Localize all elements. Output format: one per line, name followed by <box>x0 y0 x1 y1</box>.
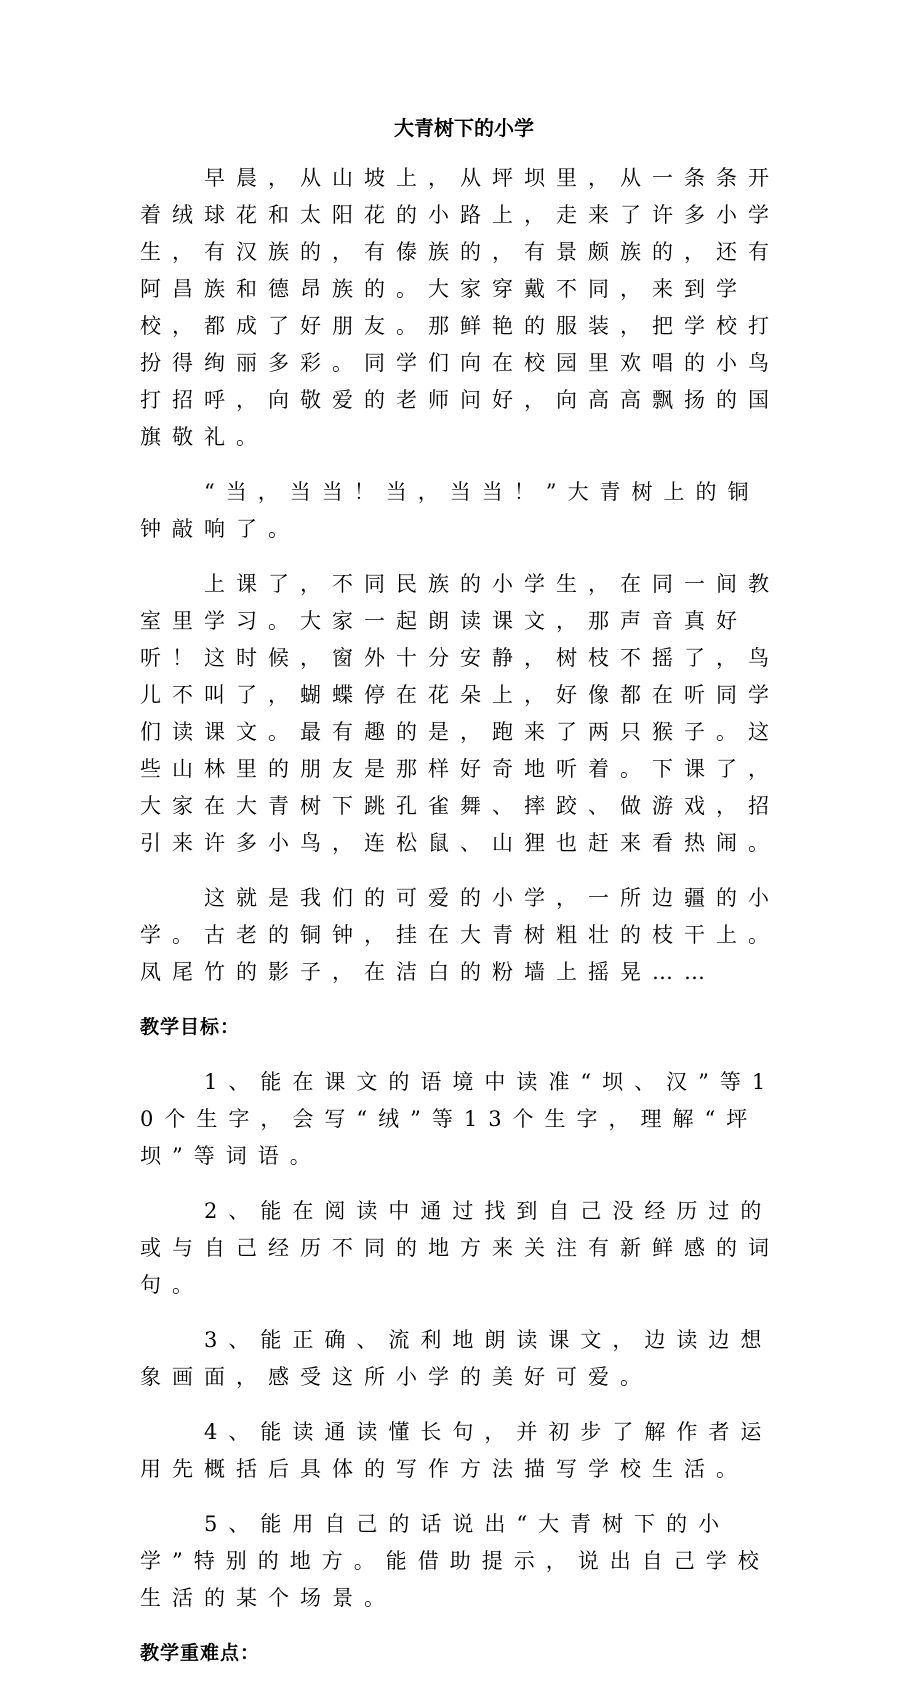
paragraph: 这就是我们的可爱的小学，一所边疆的小学。古老的铜钟，挂在大青树粗壮的枝干上。凤尾竹的影子，在洁白的粉墙上摇晃…… <box>140 886 780 984</box>
paragraph: 上课了，不同民族的小学生，在同一间教室里学习。大家一起朗读课文，那声音真好听！这时候，窗外十分安静，树枝不摇了，鸟儿不叫了，蝴蝶停在花朵上，好像都在听同学们读课文。最有趣的是，跑来了两只猴子。这些山林里的朋友是那样好奇地听着。下课了，大家在大青树下跳孔雀舞、摔跤、做游戏，招引来许多小鸟，连松鼠、山狸也赶来看热闹。 <box>140 572 780 855</box>
goal-item: 1、能在课文的语境中读准“坝、汉”等10个生字，会写“绒”等13个生字，理解“坪坝”等词语。 <box>140 1070 777 1168</box>
paragraph: 早晨，从山坡上，从坪坝里，从一条条开着绒球花和太阳花的小路上，走来了许多小学生，有汉族的，有傣族的，有景颇族的，还有阿昌族和德昂族的。大家穿戴不同，来到学校，都成了好朋友。那鲜艳的服装，把学校打扮得绚丽多彩。同学们向在校园里欢唱的小鸟打招呼，向敬爱的老师问好，向高高飘扬的国旗敬礼。 <box>140 166 780 449</box>
document-page <box>140 112 788 1690</box>
goal-item: 2、能在阅读中通过找到自己没经历过的或与自己经历不同的地方来关注有新鲜感的词句。 <box>140 1199 780 1297</box>
difficulty-heading: 教学重难点： <box>140 1642 261 1664</box>
goals-heading: 教学目标： <box>140 1016 241 1038</box>
paragraph: “当，当当！当，当当！”大青树上的铜钟敲响了。 <box>140 480 760 541</box>
goal-item: 3、能正确、流利地朗读课文，边读边想象画面，感受这所小学的美好可爱。 <box>140 1328 773 1389</box>
document-title: 大青树下的小学 <box>394 116 534 140</box>
goal-item: 4、能读通读懂长句，并初步了解作者运用先概括后具体的写作方法描写学校生活。 <box>140 1420 773 1481</box>
goal-item: 5、能用自己的话说出“大青树下的小学”特别的地方。能借助提示，说出自己学校生活的某个场景。 <box>140 1512 770 1610</box>
